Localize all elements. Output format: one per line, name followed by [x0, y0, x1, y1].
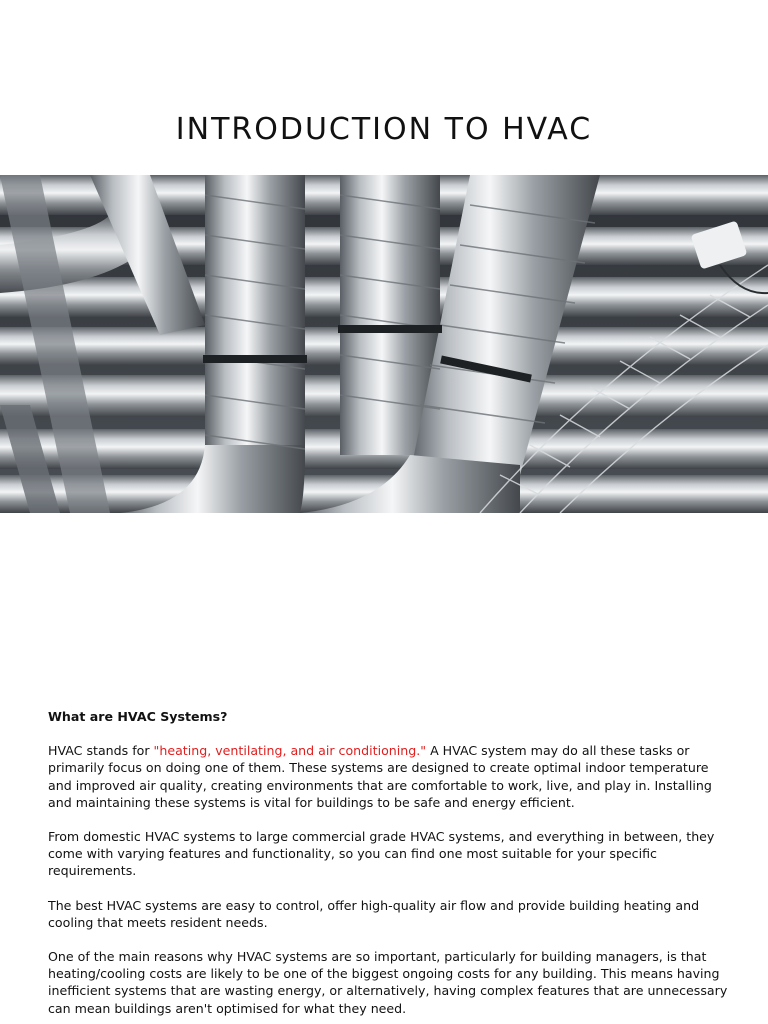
paragraph-importance: One of the main reasons why HVAC systems are so important, particularly for building managers, is that heating/cooling costs are likely to be one of the biggest ongoing costs for any building. This means having inefficient systems that are wasting energy, or alternatively, having complex features that are unnecessary can mean buildings aren't optimised for what they need. — [48, 949, 728, 1016]
paragraph-types: From domestic HVAC systems to large commercial grade HVAC systems, and everything in between, they come with varying features and functionality, so you can find one most suitable for your specific requirements. — [48, 829, 715, 879]
paragraph-definition-start: HVAC stands for — [48, 743, 154, 759]
article-body — [48, 708, 728, 1024]
section-heading: What are HVAC Systems? — [48, 709, 228, 724]
hvac-ducts-photo — [0, 175, 768, 513]
paragraph-best-systems: The best HVAC systems are easy to control, offer high-quality air flow and provide building heating and cooling that meets resident needs. — [48, 897, 700, 930]
paragraph-definition-rest: A HVAC system may do all these tasks or primarily focus on doing one of them. These systems are designed to create optimal indoor temperature and improved air quality, creating environments that are comfortable to work, live, and play in. Installing and maintaining these systems is vital for buildings to be safe and energy efficient. — [48, 743, 712, 810]
paragraph-definition — [48, 742, 728, 811]
page-title: INTRODUCTION TO HVAC — [175, 112, 593, 147]
hvac-acronym-highlight: "heating, ventilating, and air conditioning." — [153, 743, 427, 759]
